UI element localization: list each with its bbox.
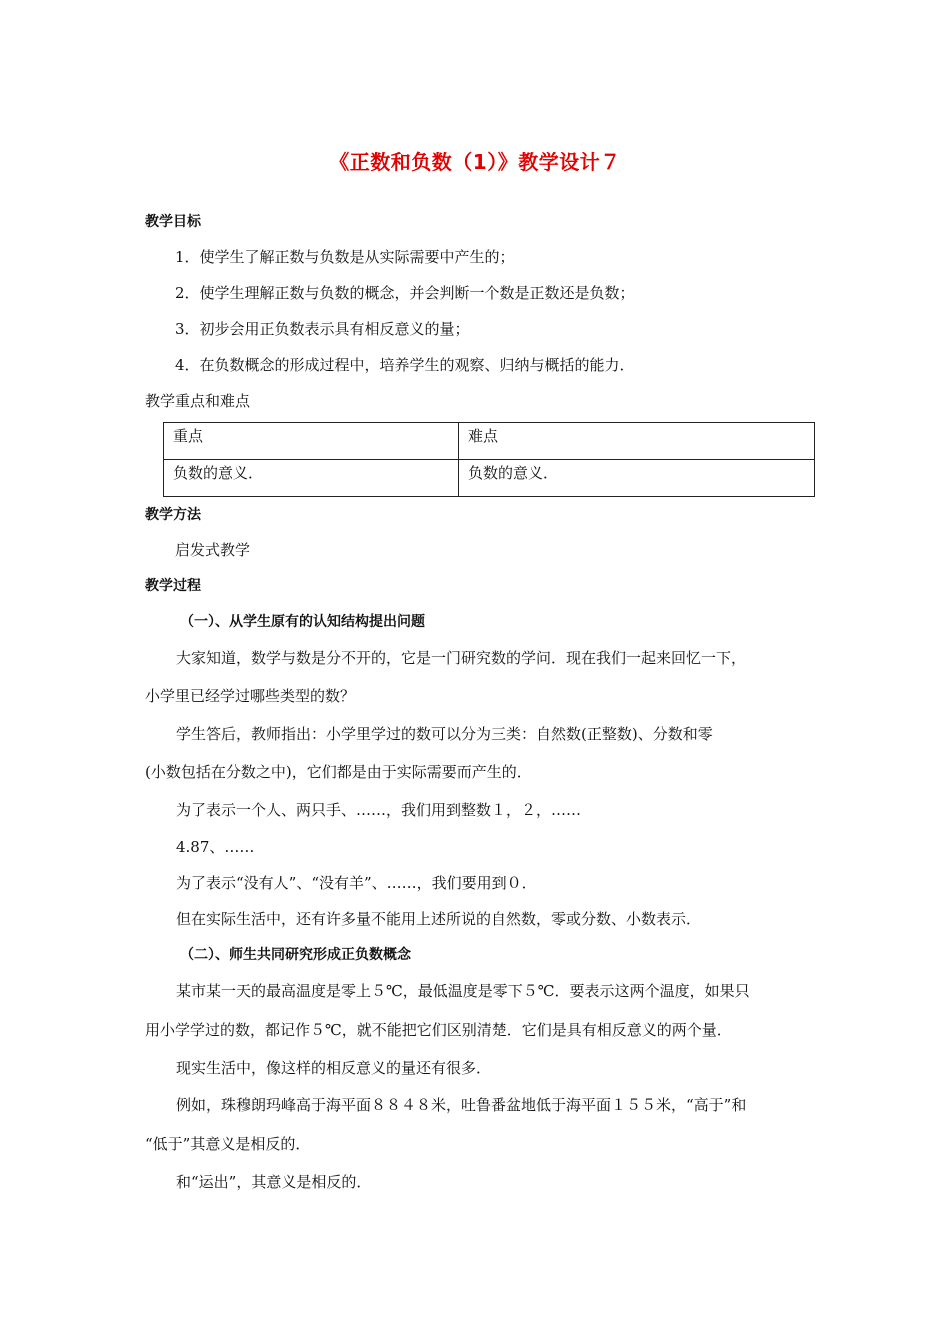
objective-item: 1．使学生了解正数与负数是从实际需要中产生的； xyxy=(175,248,515,266)
objectives-heading: 教学目标 xyxy=(145,214,201,230)
objective-item: 3．初步会用正负数表示具有相反意义的量； xyxy=(175,320,470,338)
paragraph-line: 但在实际生活中，还有许多量不能用上述所说的自然数，零或分数、小数表示． xyxy=(176,910,702,928)
paragraph-line: 例如，珠穆朗玛峰高于海平面８８４８米，吐鲁番盆地低于海平面１５５米，“高于”和 xyxy=(176,1096,747,1114)
objective-item: 2．使学生理解正数与负数的概念，并会判断一个数是正数还是负数； xyxy=(175,284,635,302)
section-heading: （一）、从学生原有的认知结构提出问题 xyxy=(180,614,425,630)
paragraph-line: 现实生活中，像这样的相反意义的量还有很多． xyxy=(176,1059,492,1077)
table-cell: 负数的意义． xyxy=(164,460,459,497)
method-text: 启发式教学 xyxy=(175,541,251,559)
table-header-cell: 重点 xyxy=(164,423,459,460)
paragraph-line: 为了表示“没有人”、“没有羊”、……，我们要用到０． xyxy=(176,874,537,892)
method-heading: 教学方法 xyxy=(145,507,201,523)
section-heading: （二）、师生共同研究形成正负数概念 xyxy=(180,947,411,963)
keypoints-table xyxy=(163,422,815,497)
objective-item: 4．在负数概念的形成过程中，培养学生的观察、归纳与概括的能力． xyxy=(175,356,635,374)
paragraph-line: 小学里已经学过哪些类型的数？ xyxy=(145,687,356,705)
paragraph-line: 学生答后，教师指出：小学里学过的数可以分为三类：自然数(正整数)、分数和零 xyxy=(176,725,713,743)
table-row xyxy=(164,423,815,460)
table-header-cell: 难点 xyxy=(459,423,815,460)
paragraph-line: 和“运出”，其意义是相反的． xyxy=(176,1173,372,1191)
keypoints-heading: 教学重点和难点 xyxy=(145,392,251,410)
paragraph-line: 大家知道，数学与数是分不开的，它是一门研究数的学问．现在我们一起来回忆一下， xyxy=(176,649,747,667)
paragraph-line: 为了表示一个人、两只手、……，我们用到整数１，２，…… xyxy=(176,801,582,819)
process-heading: 教学过程 xyxy=(145,578,201,594)
document-title: 《正数和负数（1）》教学设计７ xyxy=(329,150,621,174)
paragraph-line: 某市某一天的最高温度是零上５℃，最低温度是零下５℃．要表示这两个温度，如果只 xyxy=(176,982,750,1000)
paragraph-line: “低于”其意义是相反的． xyxy=(145,1135,311,1153)
table-row xyxy=(164,460,815,497)
paragraph-line: (小数包括在分数之中)，它们都是由于实际需要而产生的． xyxy=(145,763,532,781)
table-cell: 负数的意义． xyxy=(459,460,815,497)
paragraph-line: 4.87、…… xyxy=(176,838,255,856)
paragraph-line: 用小学学过的数，都记作５℃，就不能把它们区别清楚．它们是具有相反意义的两个量． xyxy=(145,1021,732,1039)
